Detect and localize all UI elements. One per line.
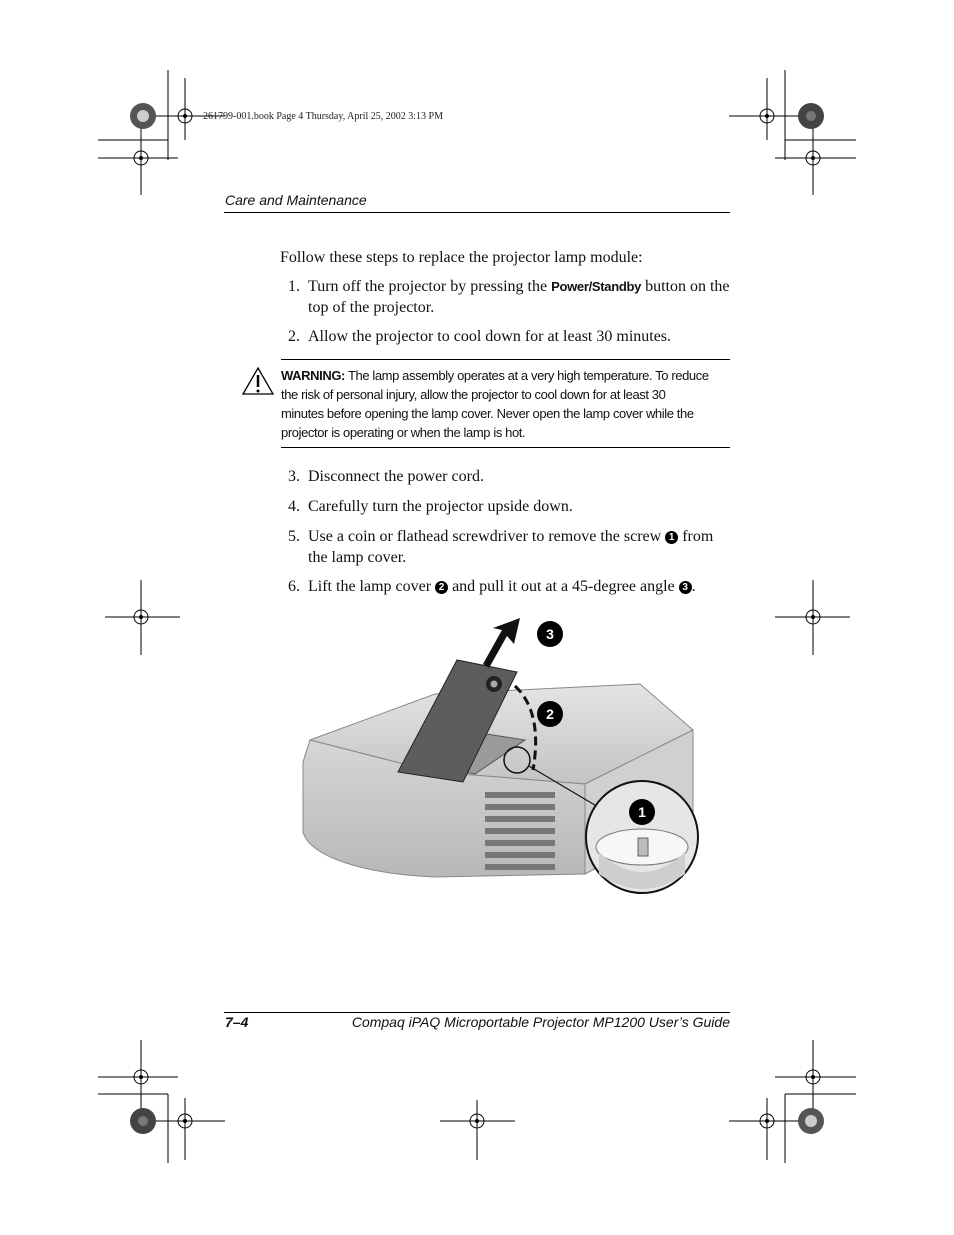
header-rule bbox=[224, 212, 730, 213]
warning-label: WARNING: bbox=[281, 368, 345, 383]
step-number: 5. bbox=[288, 528, 300, 545]
callout-1-icon: 1 bbox=[665, 531, 678, 544]
callout-3-icon: 3 bbox=[679, 581, 692, 594]
step-1: 1. Turn off the projector by pressing the Power/Standby button on the top of the projector. bbox=[288, 278, 730, 316]
warning-top-rule bbox=[281, 359, 730, 360]
figure-callout-1: 1 bbox=[638, 804, 646, 820]
warning-triangle-icon bbox=[241, 366, 275, 396]
step-number: 3. bbox=[288, 468, 300, 485]
warning-bottom-rule bbox=[281, 447, 730, 448]
step-4: 4. Carefully turn the projector upside down. bbox=[288, 498, 573, 515]
callout-2-icon: 2 bbox=[435, 581, 448, 594]
running-head: Care and Maintenance bbox=[225, 192, 367, 208]
footer-rule bbox=[224, 1012, 730, 1013]
figure-callout-3: 3 bbox=[546, 626, 554, 642]
page-number: 7–4 bbox=[225, 1014, 249, 1030]
footer-title: Compaq iPAQ Microportable Projector MP1200 User’s Guide bbox=[351, 1014, 730, 1030]
warning-block bbox=[281, 366, 711, 442]
warning-body: The lamp assembly operates at a very high temperature. To reduce the risk of personal injury, allow the projector to cool down for at least 30 minutes before opening the lamp cover. Never open the lamp cover while the projector is operating or when the lamp is hot. bbox=[281, 368, 709, 440]
figure-callout-2: 2 bbox=[546, 706, 554, 722]
power-standby-label: Power/Standby bbox=[551, 279, 642, 294]
step-3: 3. Disconnect the power cord. bbox=[288, 468, 484, 485]
print-meta: 261799-001.book Page 4 Thursday, April 25, 2002 3:13 PM bbox=[203, 111, 443, 122]
step-number: 2. bbox=[288, 328, 300, 345]
step-6: 6. Lift the lamp cover 2 and pull it out at a 45-degree angle 3 . bbox=[288, 578, 696, 595]
step-number: 1. bbox=[288, 278, 300, 295]
intro-paragraph: Follow these steps to replace the projector lamp module: bbox=[280, 249, 643, 266]
step-number: 6. bbox=[288, 578, 300, 595]
step-2: 2. Allow the projector to cool down for at least 30 minutes. bbox=[288, 328, 672, 345]
step-number: 4. bbox=[288, 498, 300, 515]
step-5: 5. Use a coin or flathead screwdriver to remove the screw 1 from the lamp cover. bbox=[288, 528, 714, 566]
lamp-replacement-illustration bbox=[295, 612, 705, 904]
